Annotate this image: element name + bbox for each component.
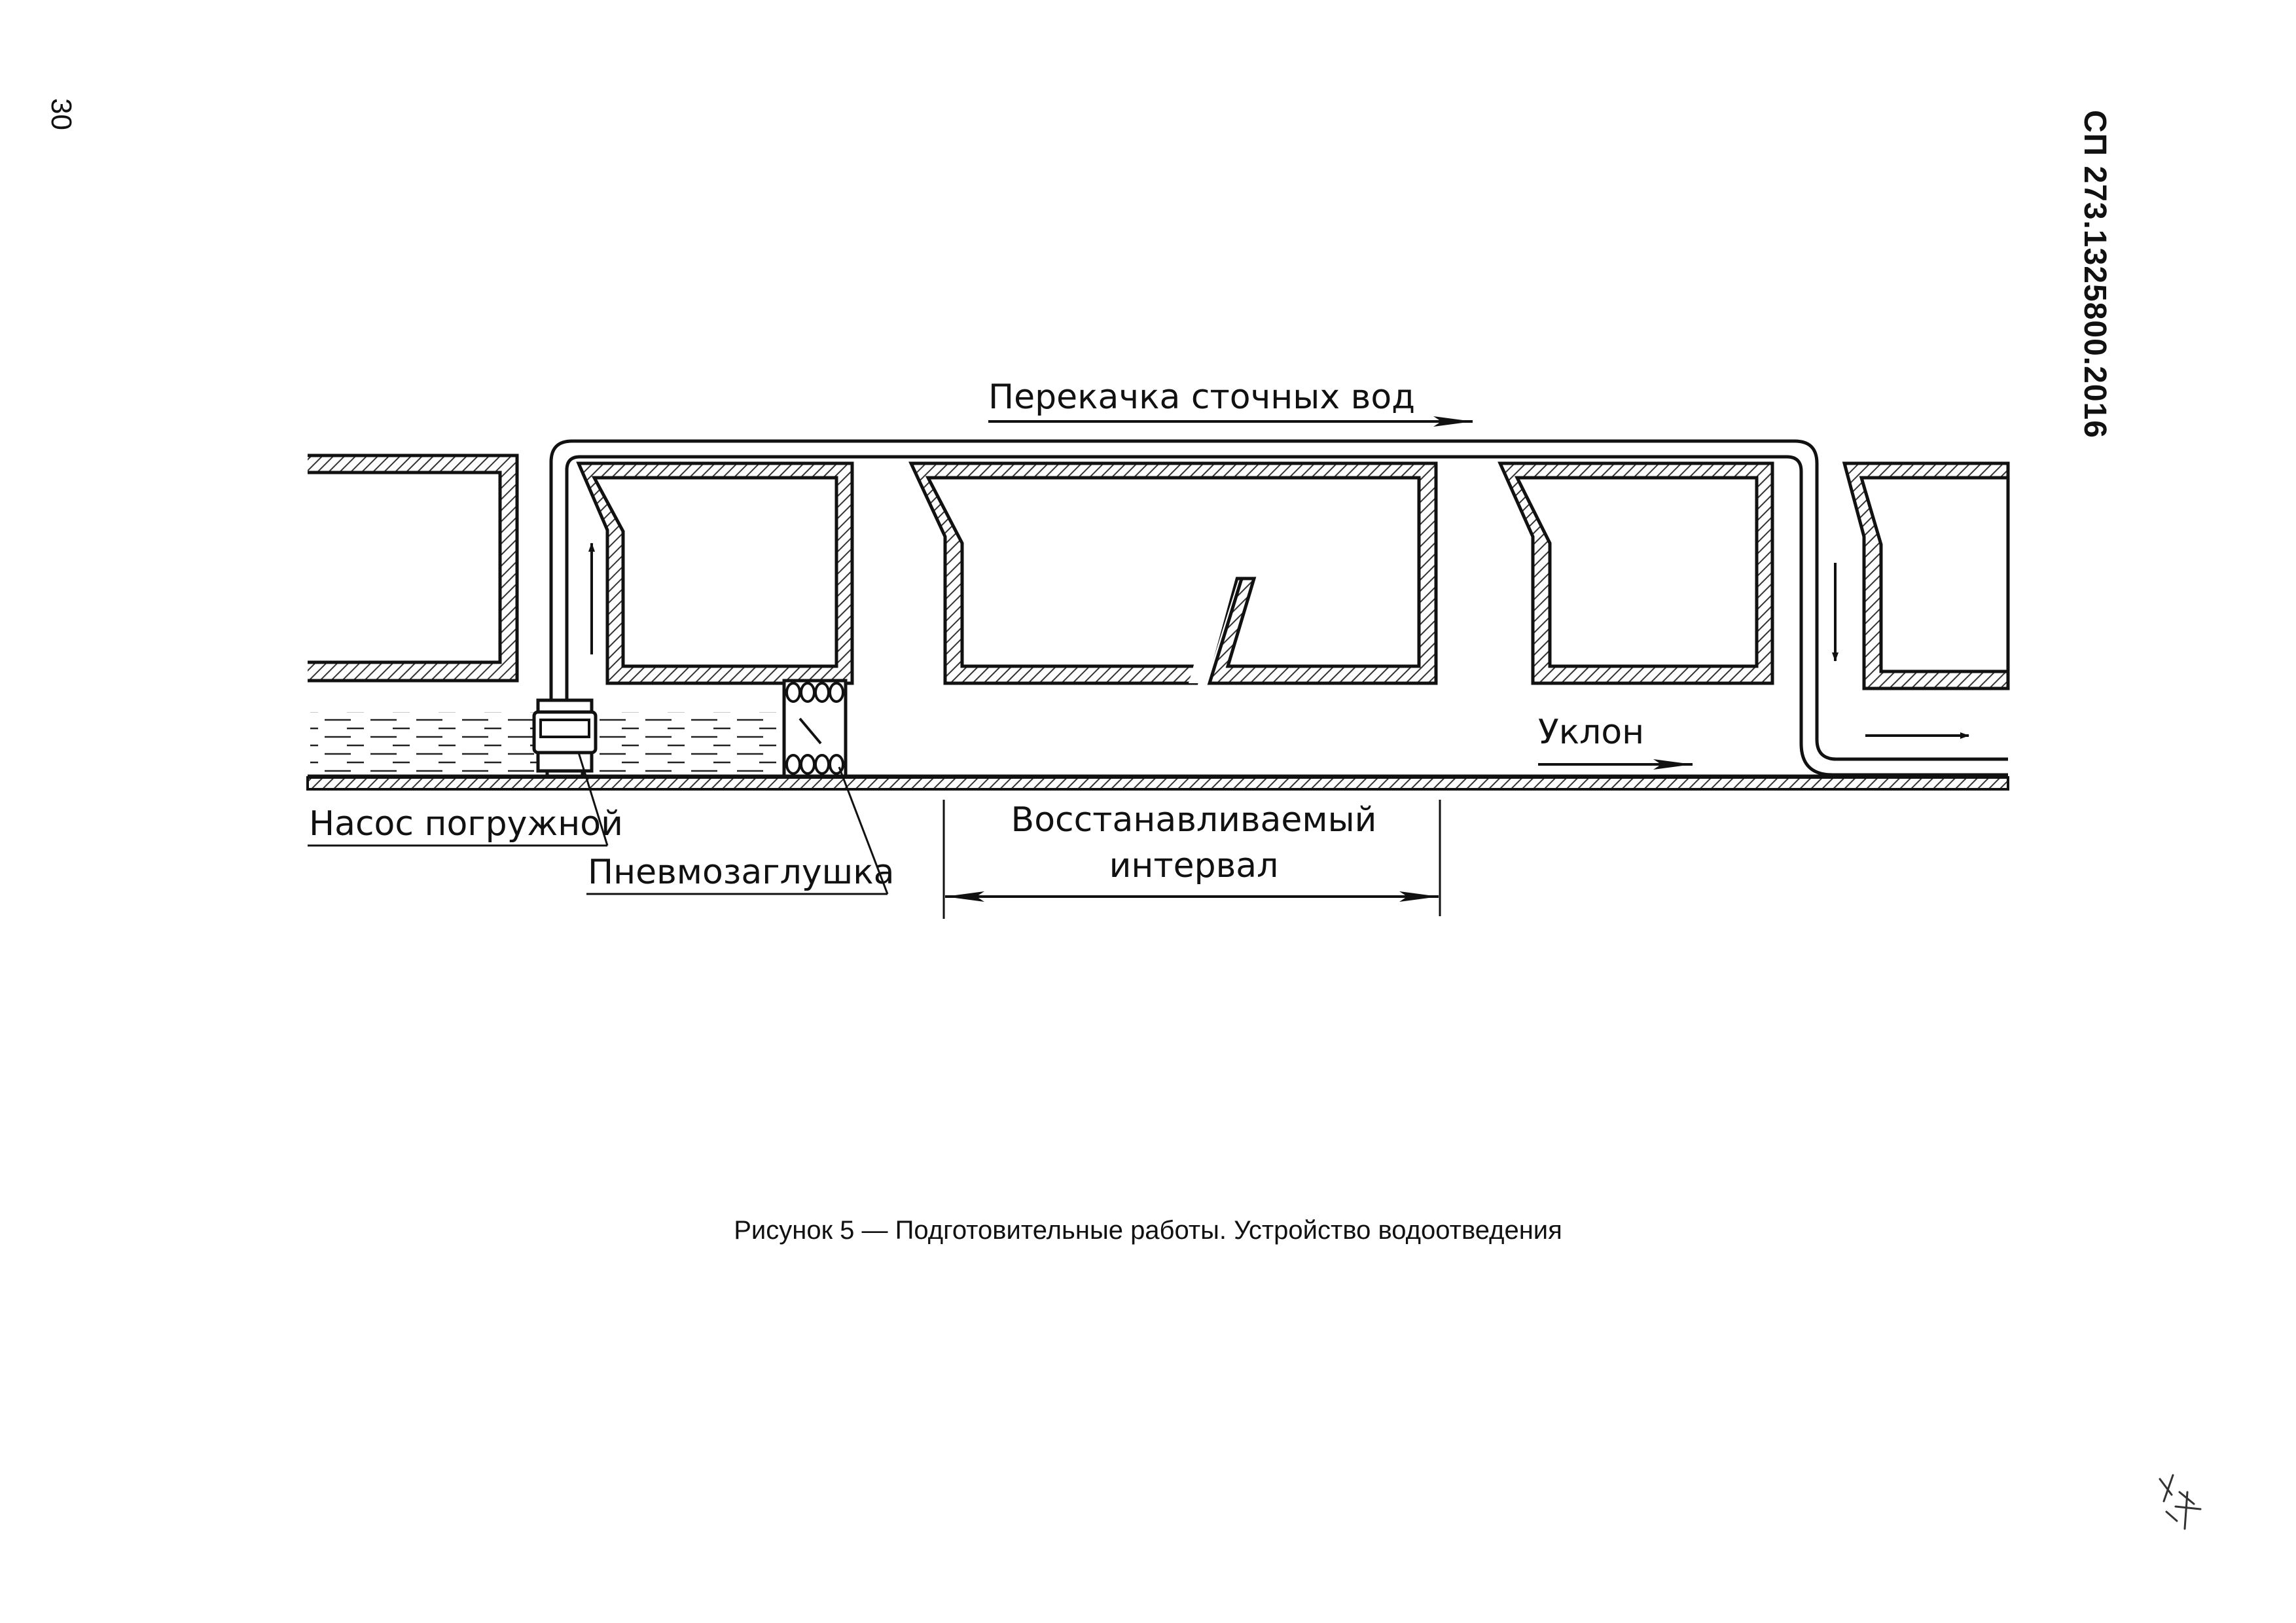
submersible-pump	[534, 700, 596, 777]
document-code: СП 273.1325800.2016	[2077, 110, 2112, 438]
soil-block-2	[911, 463, 1436, 683]
handwritten-mark	[2147, 1466, 2206, 1538]
pneumatic-plug	[784, 681, 846, 776]
interval-label-line1: Восстанавливаемый	[1011, 800, 1377, 840]
soil-block-3	[1500, 463, 1772, 683]
interval-label-line2: интервал	[1109, 846, 1279, 885]
page-number: 30	[45, 98, 77, 130]
soil-block-right	[1844, 463, 2008, 688]
tunnel-floor	[308, 776, 2008, 789]
pump-label: Насос погружной	[309, 804, 623, 844]
plug-label: Пневмозаглушка	[588, 853, 895, 892]
pumping-label: Перекачка сточных вод	[988, 378, 1416, 417]
figure-caption: Рисунок 5 — Подготовительные работы. Устройство водоотведения	[734, 1216, 1562, 1245]
soil-block-1	[579, 463, 852, 683]
soil-block-left	[308, 455, 517, 681]
slope-label: Уклон	[1538, 713, 1645, 752]
